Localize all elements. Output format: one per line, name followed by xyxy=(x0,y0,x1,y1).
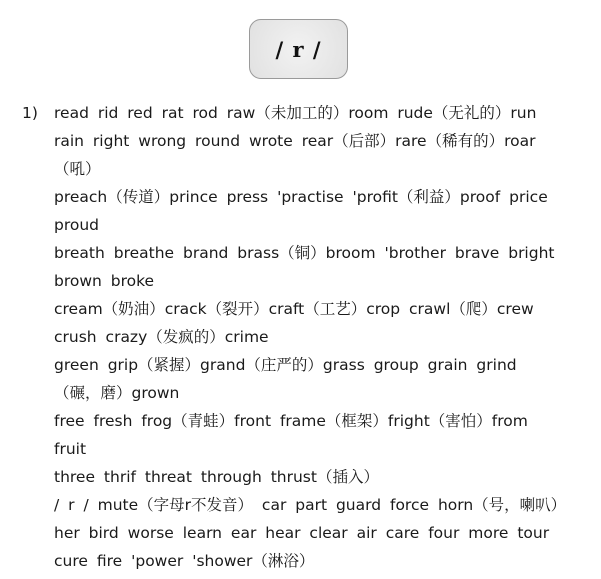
word-line: cure fire 'power 'shower（淋浴） xyxy=(54,552,315,570)
word-line: （碾，磨）grown xyxy=(54,384,180,402)
word-line: brown broke xyxy=(54,272,155,290)
word-list xyxy=(54,99,576,575)
word-line: crush crazy（发疯的）crime xyxy=(54,328,269,346)
phoneme-badge xyxy=(249,19,348,79)
word-line: cream（奶油）crack（裂开）craft（工艺）crop crawl（爬）crew xyxy=(54,300,534,318)
word-line: （吼） xyxy=(54,160,101,178)
word-line: proud xyxy=(54,216,100,234)
word-line: three thrif threat through thrust（插入） xyxy=(54,468,379,486)
word-line: free fresh frog（青蛙）front frame（框架）fright（害怕）from xyxy=(54,412,528,430)
word-line: green grip（紧握）grand（庄严的）grass group grain grind xyxy=(54,356,517,374)
word-line: read rid red rat rod raw（未加工的）room rude（无礼的）run xyxy=(54,104,537,122)
word-line: / r / mute（字母r不发音） car part guard force horn（号，喇叭） xyxy=(54,496,567,514)
word-line: her bird worse learn ear hear clear air care four more tour xyxy=(54,524,550,542)
word-line: preach（传道）prince press 'practise 'profit（利益）proof price xyxy=(54,188,548,206)
word-line: fruit xyxy=(54,440,87,458)
word-line: rain right wrong round wrote rear（后部）rare（稀有的）roar xyxy=(54,132,536,150)
item-number: 1) xyxy=(22,104,38,122)
phoneme-heading: / r / xyxy=(275,36,322,62)
word-line: breath breathe brand brass（铜）broom 'brother brave bright xyxy=(54,244,555,262)
